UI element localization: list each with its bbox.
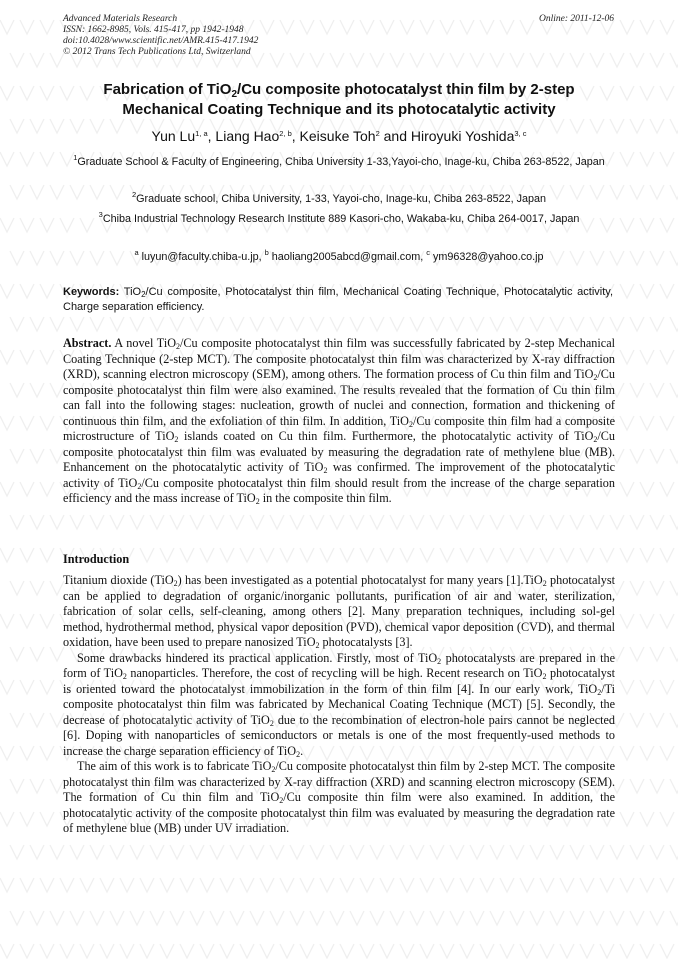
affiliation-mark: 2 xyxy=(131,190,137,199)
issn-line: ISSN: 1662-8985, Vols. 415-417, pp 1942-1948 xyxy=(63,25,244,35)
email-mark: b xyxy=(264,248,269,257)
text-run: ) has been investigated as a potential photocatalyst for many years [1].TiO xyxy=(177,573,543,587)
text-run: /Cu composite photocatalyst thin film should result from the increase of the charge separation efficiency and the mass increase of TiO xyxy=(63,475,615,505)
subscript: 2 xyxy=(255,497,260,506)
affiliation-text: Graduate school, Chiba University, 1-33, Yayoi-cho, Inage-ku, Chiba 263-8522, Japan xyxy=(136,193,547,205)
text-run: /Ti composite photocatalyst thin film was fabricated by Mechanical Coating Technique (MCT) [5]. Secondly, the decrease of photocatalytic activity of TiO xyxy=(63,681,615,727)
email-mark: a xyxy=(134,248,139,257)
author-affil-mark: 2 xyxy=(375,129,380,138)
subscript: 2 xyxy=(315,641,320,650)
online-date: Online: 2011-12-06 xyxy=(538,14,614,24)
author-name: and Hiroyuki Yoshida xyxy=(379,128,515,144)
doi-line: doi:10.4028/www.scientific.net/AMR.415-417.1942 xyxy=(63,36,259,46)
abstract-paragraph xyxy=(63,336,615,507)
text-run: /Cu composite thin film had a composite microstructure of TiO xyxy=(63,413,615,443)
journal-name: Advanced Materials Research xyxy=(63,14,178,24)
subscript: 2 xyxy=(408,419,413,429)
subscript: 2 xyxy=(176,342,181,351)
subscript: 2 xyxy=(279,796,284,805)
abstract xyxy=(63,336,615,507)
subscript: 2 xyxy=(296,749,301,759)
affiliation-mark: 3 xyxy=(98,210,103,219)
author-list xyxy=(40,127,638,145)
text-run: /Cu composite photocatalyst thin film by 2-step MCT. The composite photocatalyst thin film was characterized by X-ray diffraction (XRD) and scanning electron microscopy (SEM). The formation of Cu thin film and TiO xyxy=(63,759,616,804)
text-run: /Cu composite photocatalyst thin film was evaluated by measuring the degradation rate of methylene blue (MB). Enhancement on the photocatalytic activity of TiO xyxy=(63,429,616,474)
text-run: /Cu composite photocatalyst thin film was successfully fabricated by 2-step Mechanical Coating Technique (2-step MCT). The composite photocatalyst thin film was characterized by X-ray diffraction (XRD), scanning electron microscopy (SEM), among others. The formation process of Cu thin film and TiO xyxy=(63,336,615,381)
author-affil-mark: 2, b xyxy=(279,129,292,138)
section-heading-introduction: Introduction xyxy=(63,552,130,566)
text-run: photocatalyst is oriented toward the photocatalyst immobilization in the form of thin film [4]. In our early work, TiO xyxy=(63,666,616,696)
title-part: /Cu composite photocatalyst thin film by 2-step xyxy=(237,81,575,98)
affiliation-mark: 1 xyxy=(73,153,78,162)
text-run: Titanium dioxide (TiO xyxy=(63,573,174,587)
intro-paragraph-3 xyxy=(63,759,615,837)
email-mark: c xyxy=(426,248,430,257)
text-run: islands coated on Cu thin film. Furthermore, the photocatalytic activity of TiO xyxy=(178,429,594,443)
subscript: 2 xyxy=(437,656,442,666)
subscript: 2 xyxy=(542,672,547,681)
copyright-line: © 2012 Trans Tech Publications Ltd, Switzerland xyxy=(63,47,251,57)
paper-title xyxy=(50,80,628,120)
subscript: 2 xyxy=(174,435,179,444)
subscript: 2 xyxy=(542,579,547,588)
author-name: , Keisuke Toh xyxy=(291,128,376,144)
text-run: nanoparticles. Therefore, the cost of recycling will be high. Recent research on TiO xyxy=(126,666,543,680)
email-address: haoliang2005abcd@gmail.com, xyxy=(268,251,427,263)
text-run: /Cu composite thin film were also examined. In addition, the photocatalytic activity of the composite photocatalyst thin film was evaluated by measuring the degradation rate of methylene blue (MB) under UV irradiation. xyxy=(63,790,615,835)
author-affil-mark: 1, a xyxy=(195,129,208,138)
subscript: 2 xyxy=(141,290,146,299)
journal-header xyxy=(63,14,258,58)
email-line xyxy=(66,250,612,265)
title-subscript: 2 xyxy=(231,89,238,100)
affiliation-1 xyxy=(66,155,612,170)
subscript: 2 xyxy=(271,765,276,774)
email-address: luyun@faculty.chiba-u.jp, xyxy=(138,251,265,263)
subscript: 2 xyxy=(323,466,328,475)
text-run: due to the recombination of electron-hole pairs cannot be neglected [6]. Doping with nanoparticles of semiconductors or metals is one of the most frequently-used methods to increase the charge separation efficiency of TiO xyxy=(63,712,615,758)
keywords-text: TiO xyxy=(119,286,142,298)
subscript: 2 xyxy=(137,481,142,491)
keywords-label: Keywords: xyxy=(63,286,120,298)
intro-paragraph-1 xyxy=(63,573,615,651)
introduction-body xyxy=(63,573,615,837)
text-run: in the composite thin film. xyxy=(259,491,392,505)
text-run: The aim of this work is to fabricate TiO xyxy=(77,759,272,773)
abstract-label: Abstract. xyxy=(63,336,112,350)
keywords-text: /Cu composite, Photocatalyst thin film, Mechanical Coating Technique, Photocatalytic activity, Charge separation efficiency. xyxy=(63,286,614,313)
email-address: ym96328@yahoo.co.jp xyxy=(429,251,544,263)
affiliation-text: Graduate School & Faculty of Engineering, Chiba University 1-33,Yayoi-cho, Inage-ku, Chiba 263-8522, Japan xyxy=(77,156,605,168)
keywords xyxy=(63,285,613,315)
author-name: Yun Lu xyxy=(151,128,196,144)
title-line-2: Mechanical Coating Technique and its photocatalytic activity xyxy=(122,101,556,118)
text-run: was confirmed. The improvement of the photocatalytic activity of TiO xyxy=(63,460,616,490)
author-name: , Liang Hao xyxy=(207,128,280,144)
text-run: Some drawbacks hindered its practical application. Firstly, most of TiO xyxy=(77,650,438,665)
text-run: . xyxy=(300,743,304,758)
affiliation-3 xyxy=(66,212,612,227)
subscript: 2 xyxy=(593,373,598,382)
subscript: 2 xyxy=(593,435,598,444)
intro-paragraph-2 xyxy=(63,651,615,760)
text-run: photocatalysts are prepared in the form of TiO xyxy=(63,650,616,680)
affiliation-text: Chiba Industrial Technology Research Institute 889 Kasori-cho, Wakaba-ku, Chiba 264-0017, Japan xyxy=(102,213,580,225)
subscript: 2 xyxy=(269,718,274,728)
text-run: photocatalysts [3]. xyxy=(319,635,413,649)
text-run: A novel TiO xyxy=(111,336,177,350)
title-part: Fabrication of TiO xyxy=(103,81,232,98)
subscript: 2 xyxy=(122,672,127,681)
affiliation-2 xyxy=(66,192,612,207)
text-run: photocatalyst can be applied to degradation of organic/inorganic pollutants, purification of air and water, sterilization, fabrication of solar cells, self-cleaning, among others [2]. Many preparation techniques, including sol-gel method, hydrothermal method, physical vapor deposition (PVD), chemical vapor deposition (CVD), and thermal oxidation, have been used to prepare nanosized TiO xyxy=(63,573,615,649)
text-run: /Cu composite photocatalyst thin film were also examined. The results revealed that the formation of Cu thin film can fall into the following stages: nucleation, growth of nuclei and connection, formation and thickening of continuous thin film, and the exfoliation of thin film. In addition, TiO xyxy=(63,367,615,428)
author-affil-mark: 3, c xyxy=(514,129,527,138)
subscript: 2 xyxy=(173,579,178,588)
subscript: 2 xyxy=(597,687,602,697)
